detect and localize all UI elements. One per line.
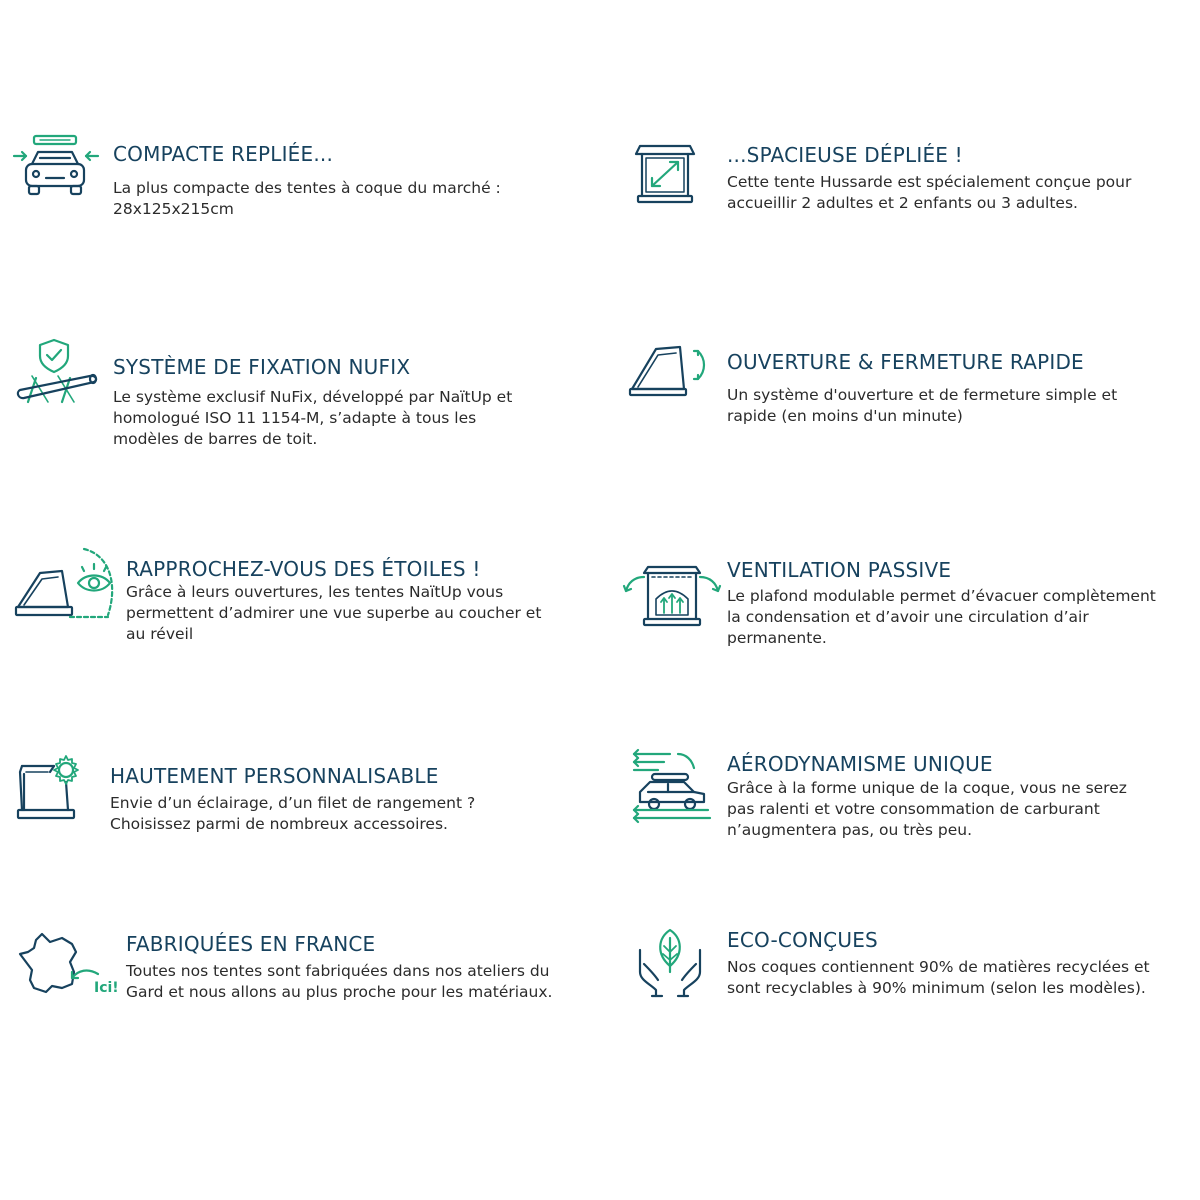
feature-title: OUVERTURE & FERMETURE RAPIDE [727, 350, 1084, 374]
feature-desc-line: Envie d’un éclairage, d’un filet de rangement ? [110, 794, 476, 812]
feature-title: AÉRODYNAMISME UNIQUE [727, 752, 993, 776]
feature-title: ECO-CONÇUES [727, 928, 878, 952]
feature-title: ...SPACIEUSE DÉPLIÉE ! [727, 143, 963, 167]
car-aerodynamic-icon [630, 746, 720, 836]
france-map-icon-label: Ici! [94, 980, 119, 996]
feature-desc-line: Choisissez parmi de nombreux accessoires. [110, 815, 448, 833]
feature-desc-line: Grâce à la forme unique de la coque, vous ne serez [727, 779, 1127, 797]
feature-title: VENTILATION PASSIVE [727, 558, 952, 582]
feature-desc-line: n’augmentera pas, ou très peu. [727, 821, 973, 839]
feature-desc-line: La plus compacte des tentes à coque du marché : [113, 179, 501, 197]
feature-desc-line: modèles de barres de toit. [113, 430, 318, 448]
feature-desc-line: Toutes nos tentes sont fabriquées dans nos ateliers du [126, 962, 550, 980]
feature-desc-line: Le système exclusif NuFix, développé par NaïtUp et [113, 388, 513, 406]
tent-opening-icon [626, 337, 716, 427]
tent-ventilation-icon [622, 555, 712, 645]
feature-desc-line: accueillir 2 adultes et 2 enfants ou 3 adultes. [727, 194, 1078, 212]
feature-desc-line: rapide (en moins d'un minute) [727, 407, 963, 425]
feature-title: SYSTÈME DE FIXATION NUFIX [113, 355, 411, 379]
feature-title: COMPACTE REPLIÉE... [113, 142, 334, 166]
tent-expand-icon [630, 132, 720, 222]
feature-desc-line: sont recyclables à 90% minimum (selon les modèles). [727, 979, 1146, 997]
shield-roof-bar-icon [14, 336, 104, 426]
feature-desc-line: au réveil [126, 625, 194, 643]
tent-gear-icon [14, 752, 104, 842]
feature-desc-line: pas ralenti et votre consommation de carburant [727, 800, 1100, 818]
feature-desc-line: Un système d'ouverture et de fermeture simple et [727, 386, 1118, 404]
feature-desc-line: la condensation et d’avoir une circulation d’air [727, 608, 1089, 626]
feature-desc-line: permettent d’admirer une vue superbe au coucher et [126, 604, 542, 622]
feature-title: HAUTEMENT PERSONNALISABLE [110, 764, 439, 788]
feature-desc-line: Le plafond modulable permet d’évacuer complètement [727, 587, 1156, 605]
feature-desc-line: Gard et nous allons au plus proche pour les matériaux. [126, 983, 553, 1001]
tent-eye-view-icon [14, 545, 104, 635]
feature-desc-line: homologué ISO 11 1154-M, s’adapte à tous les [113, 409, 477, 427]
leaf-hands-icon [628, 924, 718, 1014]
france-map-icon [16, 928, 119, 1018]
feature-title: RAPPROCHEZ-VOUS DES ÉTOILES ! [126, 557, 481, 581]
feature-desc-line: Grâce à leurs ouvertures, les tentes NaïtUp vous [126, 583, 504, 601]
feature-desc-line: 28x125x215cm [113, 200, 234, 218]
feature-desc-line: permanente. [727, 629, 827, 647]
car-roof-tent-compact-icon [12, 130, 102, 220]
feature-desc-line: Cette tente Hussarde est spécialement conçue pour [727, 173, 1132, 191]
feature-title: FABRIQUÉES EN FRANCE [126, 932, 376, 956]
feature-desc-line: Nos coques contiennent 90% de matières recyclées et [727, 958, 1150, 976]
